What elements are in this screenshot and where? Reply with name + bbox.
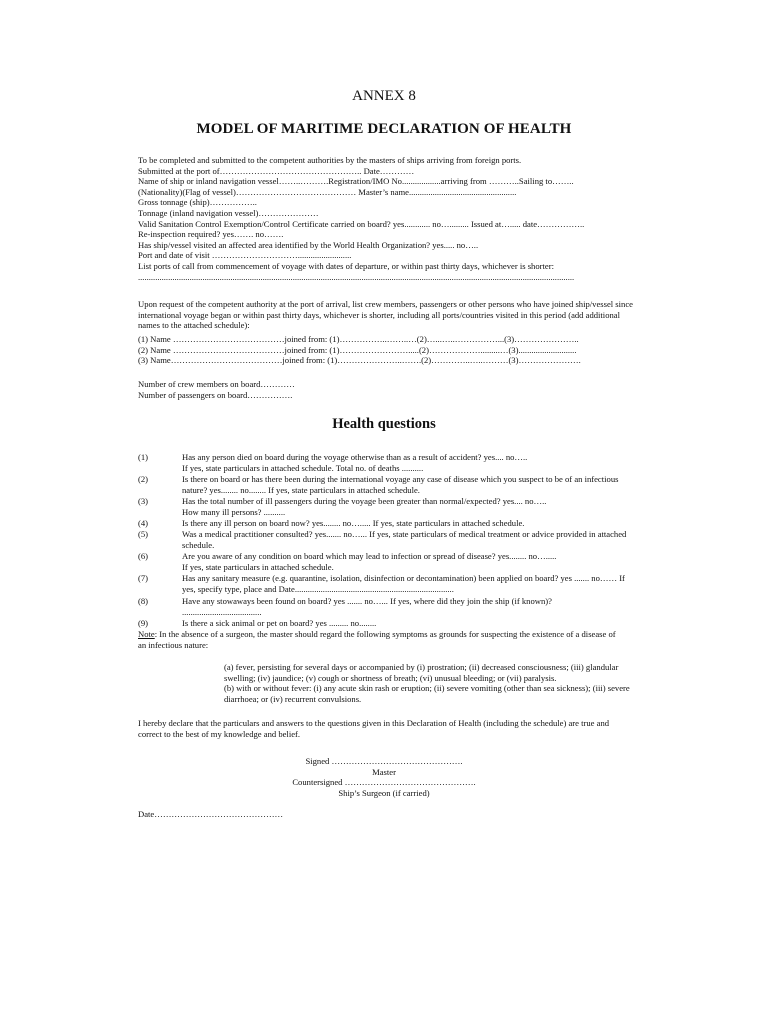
- annex-label: ANNEX 8: [352, 88, 416, 104]
- question-6: [138, 551, 633, 572]
- question-sub: If yes, state particulars in attached schedule.: [182, 561, 334, 572]
- question-7: [138, 573, 633, 594]
- question-number: (1): [138, 452, 149, 462]
- question-number: (4): [138, 518, 149, 528]
- question-sub: If yes, state particulars in attached schedule. Total no. of deaths ..........: [182, 462, 424, 473]
- symptom-a: (a) fever, persisting for several days or accompanied by (i) prostration; (ii) decreased consciousness; (iii) glandular swelling; (iv) jaundice; (v) cough or shortness of breath; (vi) unusual bleeding; or (vii) paralysis.: [224, 662, 619, 683]
- intro-line: List ports of call from commencement of voyage with dates of departure, or within past thirty days, whichever is shorter:: [138, 260, 554, 271]
- intro-line: Re-inspection required? yes……. no…….: [138, 229, 284, 240]
- question-text: Are you aware of any condition on board which may lead to infection or spread of disease? yes........ no….....: [182, 551, 557, 561]
- page-title: MODEL OF MARITIME DECLARATION OF HEALTH: [196, 121, 572, 137]
- question-sub: .....................................: [182, 606, 262, 617]
- crew-line: (2) Name …………………………………joined from: (1)…………………….....(2)……………….........…(3)...........................: [138, 344, 577, 355]
- intro-line: Has ship/vessel visited an affected area identified by the World Health Organization? yes..... no…..: [138, 239, 479, 250]
- note-text: : In the absence of a surgeon, the master should regard the following symptoms as grounds for suspecting the existence of a disease of: [154, 629, 616, 639]
- question-text: Has any sanitary measure (e.g. quarantine, isolation, disinfection or decontamination) been applied on board? yes ....... no…… If yes, specify type, place and Date..........................................................................: [182, 573, 625, 594]
- question-text: Is there any ill person on board now? yes........ no…..... If yes, state particulars in attached schedule.: [182, 518, 525, 528]
- question-8: [138, 596, 633, 617]
- intro-line: Submitted at the port of………………………………………….. Date…………: [138, 165, 415, 176]
- question-4: [138, 518, 633, 529]
- question-text: Is there a sick animal or pet on board? yes ......... no........: [182, 618, 377, 628]
- intro-line: Tonnage (inland navigation vessel)…………………: [138, 207, 319, 218]
- question-1: [138, 452, 633, 473]
- counts: [138, 379, 633, 400]
- intro-line: ...........................................................................................................................................................................................................: [138, 271, 575, 282]
- question-text: Was a medical practitioner consulted? yes....... no…... If yes, state particulars of medical treatment or advice provided in attached schedule.: [182, 529, 627, 550]
- question-text: Has any person died on board during the voyage otherwise than as a result of accident? yes.... no…..: [182, 452, 528, 462]
- passenger-count: Number of passengers on board…………….: [138, 389, 293, 400]
- note-text-continued: an infectious nature:: [138, 639, 209, 650]
- question-9: [138, 618, 633, 629]
- question-number: (7): [138, 573, 149, 583]
- question-number: (8): [138, 596, 149, 606]
- date-line: Date………………………………………: [138, 809, 284, 819]
- declaration-text: I hereby declare that the particulars and answers to the questions given in this Declaration of Health (including the schedule) are true and correct to the best of my knowledge and belief.: [138, 718, 610, 739]
- question-number: (5): [138, 529, 149, 539]
- crew-line: (1) Name …………………………………joined from: (1)……………..……..…(2)…...…..……………...(3)…………………..: [138, 334, 579, 344]
- crew-lines: [138, 334, 633, 366]
- note-label: Note: [138, 629, 155, 639]
- intro-line: Gross tonnage (ship)……………..: [138, 197, 257, 208]
- question-text: Is there on board or has there been during the international voyage any case of disease which you suspect to be of an infectious nature? yes........ no........ If yes, state particulars in attached schedule.: [182, 474, 619, 495]
- master-label: Master: [372, 767, 396, 777]
- note-paragraph: [138, 629, 633, 650]
- crew-count: Number of crew members on board…………: [138, 379, 295, 389]
- question-3: [138, 496, 633, 517]
- question-number: (2): [138, 474, 149, 484]
- countersigned-line: Countersigned ……………………………………….: [292, 777, 476, 787]
- intro-line: To be completed and submitted to the competent authorities by the masters of ships arriving from foreign ports.: [138, 155, 522, 165]
- intro-line: Valid Sanitation Control Exemption/Control Certificate carried on board? yes............ no…......... Issued at…..... date……………..: [138, 218, 585, 229]
- question-sub: How many ill persons? ..........: [182, 506, 286, 517]
- symptom-b: (b) with or without fever: (i) any acute skin rash or eruption; (ii) severe vomiting (other than sea sickness); (iii) severe diarrhoea; or (iv) recurrent convulsions.: [224, 683, 630, 704]
- question-text: Have any stowaways been found on board? yes ....... no…... If yes, where did they join the ship (if known)?: [182, 596, 552, 606]
- question-text: Has the total number of ill passengers during the voyage been greater than normal/expected? yes.... no…..: [182, 496, 547, 506]
- signed-line: Signed ……………………………………….: [305, 756, 463, 766]
- question-number: (3): [138, 496, 149, 506]
- crew-line: (3) Name…………………………………joined from: (1)…………………..…….(2)…………..…..………(3)………………….: [138, 355, 581, 366]
- intro-line: Name of ship or inland navigation vessel……..……….Registration/IMO No..................arriving from ………..Sailing to……..: [138, 176, 574, 187]
- intro-section: [138, 155, 633, 282]
- intro-line: (Nationality)(Flag of vessel)…………………………………… Master’s name..................................................: [138, 186, 517, 197]
- health-questions-heading: Health questions: [332, 416, 436, 432]
- surgeon-label: Ship’s Surgeon (if carried): [338, 788, 430, 798]
- symptoms-list: [224, 662, 634, 704]
- question-number: (6): [138, 551, 149, 561]
- question-5: [138, 529, 633, 550]
- question-2: [138, 474, 633, 495]
- crew-paragraph: Upon request of the competent authority at the port of arrival, list crew members, passengers or other persons who have joined ship/vessel since international voyage began or within past thirty days, whichever is shorter, including all ports/countries visited in this period (add additional names to the attached schedule):: [138, 299, 633, 331]
- question-number: (9): [138, 618, 149, 628]
- intro-line: Port and date of visit ………………………….........................: [138, 250, 352, 261]
